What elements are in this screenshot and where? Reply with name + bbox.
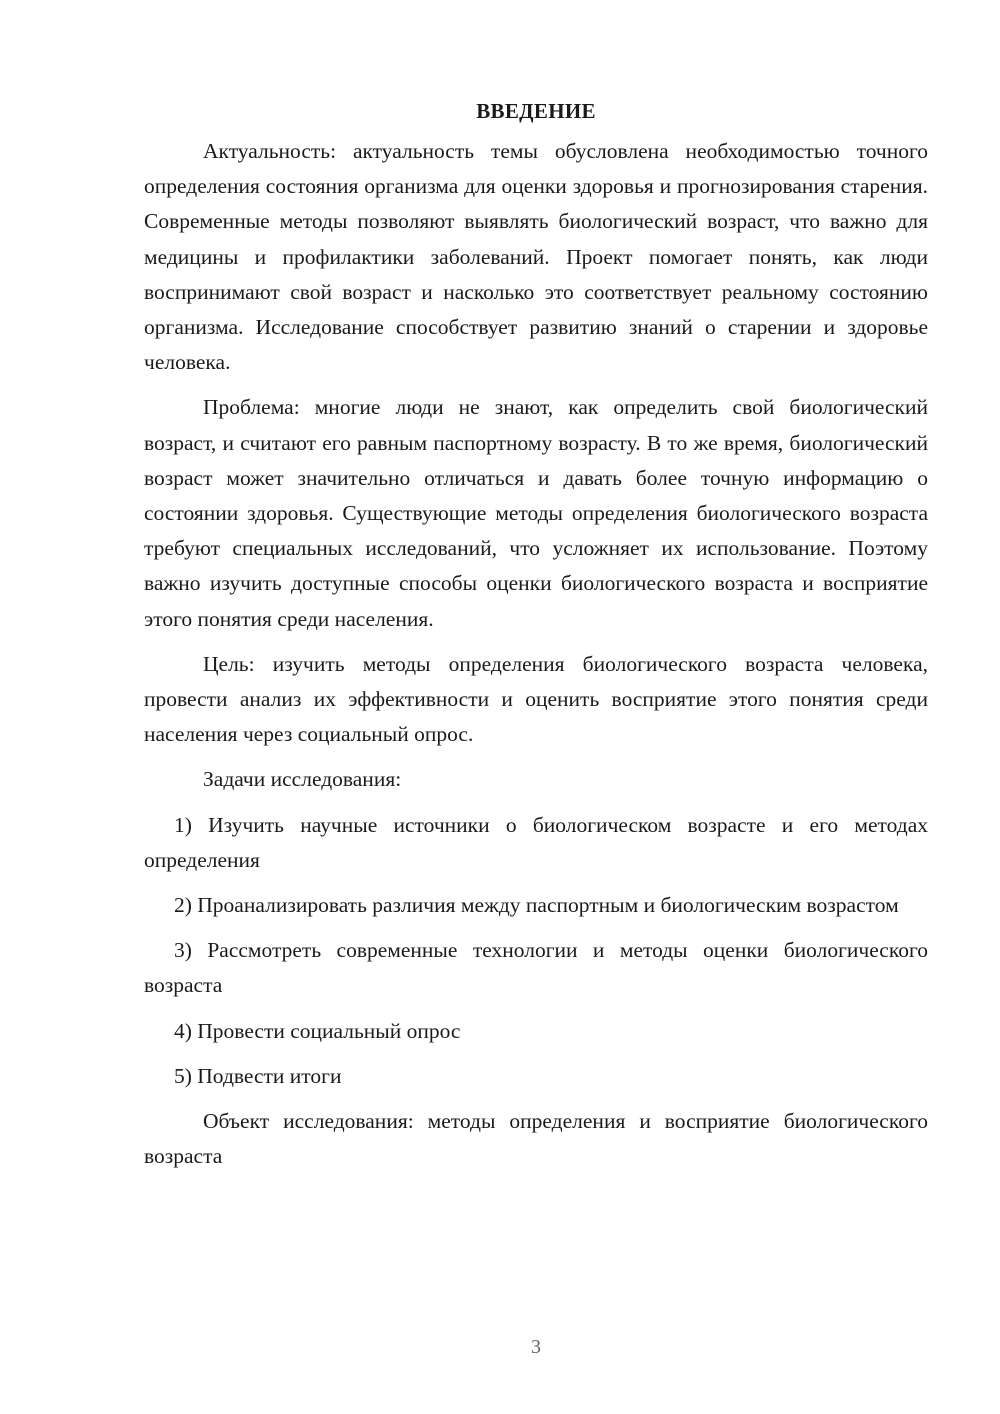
problem-paragraph: Проблема: многие люди не знают, как определить свой биологический возраст, и считают его равным паспортному возрасту. В то же время, биологический возраст может значительно отличаться и давать более точную информацию о состоянии здоровья. Существующие методы определения биологического возраста требуют специальных исследований, что усложняет их использование. Поэтому важно изучить доступные способы оценки биологического возраста и восприятие этого понятия среди населения. — [144, 395, 928, 631]
goal-paragraph: Цель: изучить методы определения биологического возраста человека, провести анализ их эффективности и оценить восприятие этого понятия среди населения через социальный опрос. — [144, 651, 928, 747]
task-item-1: 1) Изучить научные источники о биологическом возрасте и его методах определения — [144, 812, 928, 872]
relevance-paragraph: Актуальность: актуальность темы обусловлена необходимостью точного определения состояния организма для оценки здоровья и прогнозирования старения. Современные методы позволяют выявлять биологический возраст, что важно для медицины и профилактики заболеваний. Проект помогает понять, как люди воспринимают свой возраст и насколько это соответствует реальному состоянию организма. Исследование способствует развитию знаний о старении и здоровье человека. — [144, 139, 928, 375]
task-item-2: 2) Проанализировать различия между паспортным и биологическим возрастом — [174, 893, 899, 918]
object-paragraph: Объект исследования: методы определения и восприятие биологического возраста — [144, 1109, 928, 1169]
task-item-3: 3) Рассмотреть современные технологии и методы оценки биологического возраста — [144, 938, 928, 998]
document-body — [144, 96, 928, 1184]
task-item-4: 4) Провести социальный опрос — [174, 1018, 461, 1043]
task-item-5: 5) Подвести итоги — [174, 1063, 342, 1088]
section-heading: ВВЕДЕНИЕ — [476, 99, 596, 123]
page-number: 3 — [531, 1336, 541, 1358]
tasks-heading: Задачи исследования: — [203, 767, 402, 792]
